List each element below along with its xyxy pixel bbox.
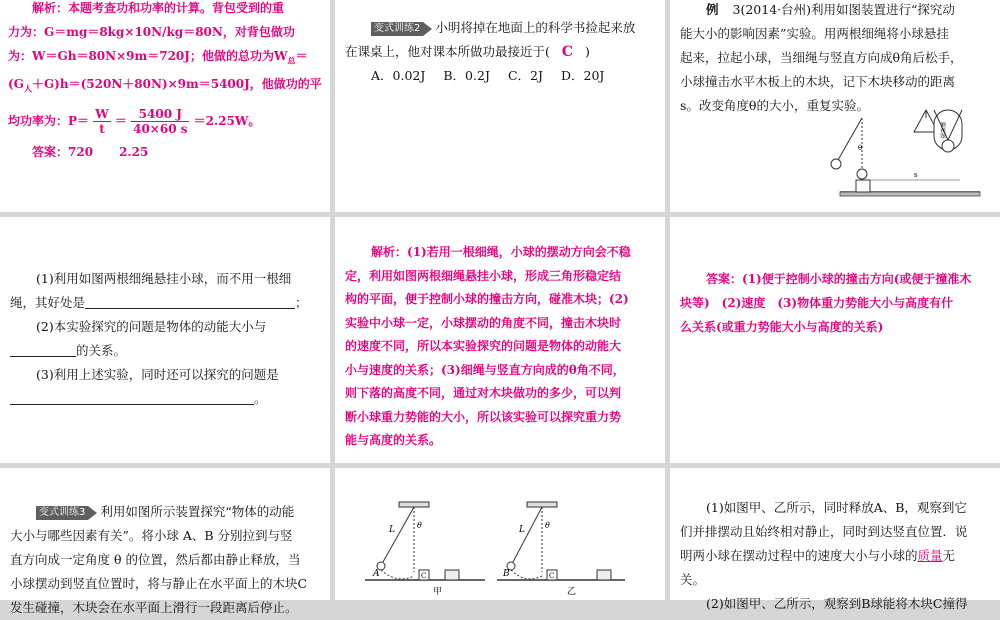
panel-figures <box>335 468 665 600</box>
answer-blank-2[interactable] <box>10 342 76 357</box>
answer-2: 2.25 <box>119 144 149 159</box>
example-line-3: 起来，拉起小球，当细绳与竖直方向成θ角后松手， <box>680 50 963 65</box>
answer-1: 720 <box>68 144 94 159</box>
fraction-numeric: $\frac{5400 J}{40\times 60 s}$ <box>133 106 188 136</box>
analysis-line-8: 断小球重力势能的大小，所以该实验可以探究重力势 <box>345 409 622 424</box>
question-line-2: 在课桌上，他对课本所做功最接近于( C ) <box>345 44 590 60</box>
panel-variant-2 <box>335 0 665 212</box>
q1-line-2: 绳，其好处是 ； <box>10 295 308 310</box>
answer-line-1: 答案：(1)便于控制小球的撞击方向(或便于撞准木 <box>706 272 972 286</box>
ball-a-label: A <box>373 569 380 579</box>
solution-line-3: 为：W＝Gh＝80N×9m＝720J；他做的总功为$W_总=$ <box>8 49 308 66</box>
variant3-line-3: 直方向成一定角度 θ 的位置，然后都由静止释放，当 <box>10 552 301 567</box>
solution-line-4: $(G_人+G)h=(520N+80N)\times 9m=5400J$，他做功的平 <box>8 77 322 94</box>
example-line-5: s。改变角度θ的大小，重复实验。 <box>680 98 869 113</box>
variant3-line-4: 小球摆动到竖直位置时，将与静止在水平面上的木块C <box>10 576 308 591</box>
angle-label-b: θ <box>545 521 550 530</box>
panel-variant-3 <box>0 468 330 615</box>
answer-blank-1[interactable] <box>85 294 295 309</box>
variant-badge: 变式训练3 <box>36 506 88 520</box>
analysis-line-5: 的速度不同，所以本实验探究的问题是物体的动能大 <box>345 339 622 353</box>
answer-label: 答案： <box>706 272 743 286</box>
panel-followup <box>670 468 1000 611</box>
variant-badge: 变式训练2 <box>371 22 423 36</box>
q3-line-1: (3)利用上述实验，同时还可以探究的问题是 <box>36 367 279 382</box>
example-label: 例 <box>706 2 719 17</box>
answer-line-3: 么关系(或重力势能大小与高度的关系) <box>680 320 884 334</box>
analysis-line-3: 构的平面，便于控制小球的撞击方向，碰准木块；(2) <box>345 292 629 306</box>
figure-jia-label: 甲 <box>433 587 443 597</box>
fraction-w-over-t: $\frac{W}{t}$ <box>95 106 109 136</box>
answer-line <box>8 140 324 164</box>
figure-yi-label: 乙 <box>567 587 577 597</box>
example-line-2: 能大小的影响因素”实验。用两根细绳将小球悬挂 <box>680 26 949 41</box>
block-label-a: C <box>421 572 427 580</box>
followup-line-3: 明两小球在摆动过程中的速度大小与小球的质量无 <box>680 548 956 563</box>
analysis-line-9: 能与高度的关系。 <box>345 433 442 447</box>
answer-blank-3[interactable] <box>10 390 254 405</box>
q2-line-2: 的关系。 <box>10 339 324 363</box>
pendulum-figures <box>335 468 665 600</box>
followup-line-4: 关。 <box>680 572 706 587</box>
example-line-1: 例 3(2014·台州)利用如图装置进行“探究动 <box>706 2 955 17</box>
analysis-line-7: 则下落的高度不同，通过对木块做功的多少，可以判 <box>345 386 622 400</box>
theta-label: θ <box>858 144 863 152</box>
q2-line-1: (2)本实验探究的问题是物体的动能大小与 <box>36 319 267 334</box>
followup-line-5: (2)如图甲、乙所示，观察到B球能将木块C撞得 <box>706 596 968 611</box>
solution-label: 解析： <box>32 1 69 15</box>
solution-line-2: 力为：G＝mg＝8kg×10N/kg＝80N，对背包做功 <box>8 25 295 39</box>
option-d: D．20J <box>560 68 605 83</box>
option-a: A．0.02J <box>371 68 426 83</box>
analysis-label: 解析： <box>371 245 408 259</box>
panel-analysis <box>335 217 665 463</box>
filled-answer: 质量 <box>917 548 943 563</box>
solution-line-1 <box>8 0 324 20</box>
answer-line-2: 块等) (2)速度 (3)物体重力势能大小与高度有什 <box>680 296 954 310</box>
options-row <box>345 64 659 88</box>
analysis-line-4: 实验中小球一定，小球摆动的角度不同，撞击木块时 <box>345 315 622 330</box>
option-c: C．2J <box>507 68 543 83</box>
variant3-line-5: 发生碰撞，木块会在水平面上滑行一段距离后停止。 <box>10 600 298 615</box>
option-b: B．0.2J <box>443 68 490 83</box>
question-line-1: 变式训练2 小明将掉在地面上的科学书捡起来放 <box>345 16 659 40</box>
length-label-a: L <box>389 525 395 535</box>
angle-label-a: θ <box>417 521 422 530</box>
variant3-line-1: 变式训练3 利用如图所示装置探究“物体的动能 <box>10 500 324 524</box>
answer-label: 答案： <box>32 144 69 159</box>
q3-line-2: 。 <box>10 387 324 411</box>
followup-line-1: (1)如图甲、乙所示，同时释放A、B，观察到它 <box>706 500 967 515</box>
panel-solution-power <box>0 0 330 212</box>
q1-line-1: (1)利用如图两根细绳悬挂小球，而不用一根细 <box>36 271 292 286</box>
analysis-line-2: 定，利用如图两根细绳悬挂小球，形成三角形稳定结 <box>345 268 622 283</box>
figure-yi <box>497 502 625 597</box>
panel-questions <box>0 217 330 463</box>
solution-line-5: 均功率为：P＝ $\frac{W}{t}$ ＝ $\frac{5400 J}{40\times 60 s}$ ＝2.25W。 <box>8 106 261 136</box>
panel-example-3 <box>670 0 1000 212</box>
figure-jia <box>365 502 485 597</box>
variant3-line-2: 大小与哪些因素有关”。将小球 A、B 分别拉到与竖 <box>10 528 293 543</box>
pendulum-figure <box>830 108 990 198</box>
answer-choice: C <box>561 44 574 60</box>
panel-answers <box>670 217 1000 463</box>
solution-text: 本题考查功和功率的计算。背包受到的重 <box>68 1 285 15</box>
ball-b-label: B <box>503 569 510 579</box>
example-line-4: 小球撞击水平木板上的木块，记下木块移动的距离 <box>680 74 956 89</box>
length-label-b: L <box>519 525 525 535</box>
block-label-b: C <box>549 572 555 580</box>
analysis-line-6: 小与速度的关系；(3)细绳与竖直方向成的θ角不同， <box>345 362 625 377</box>
distance-label: s <box>914 171 918 179</box>
side-view-label: 侧视图 <box>939 122 945 139</box>
followup-line-2: 们并排摆动且始终相对静止，同时到达竖直位置．说 <box>680 524 968 539</box>
analysis-line-1: 解析：(1)若用一根细绳，小球的摆动方向会不稳 <box>371 245 631 259</box>
